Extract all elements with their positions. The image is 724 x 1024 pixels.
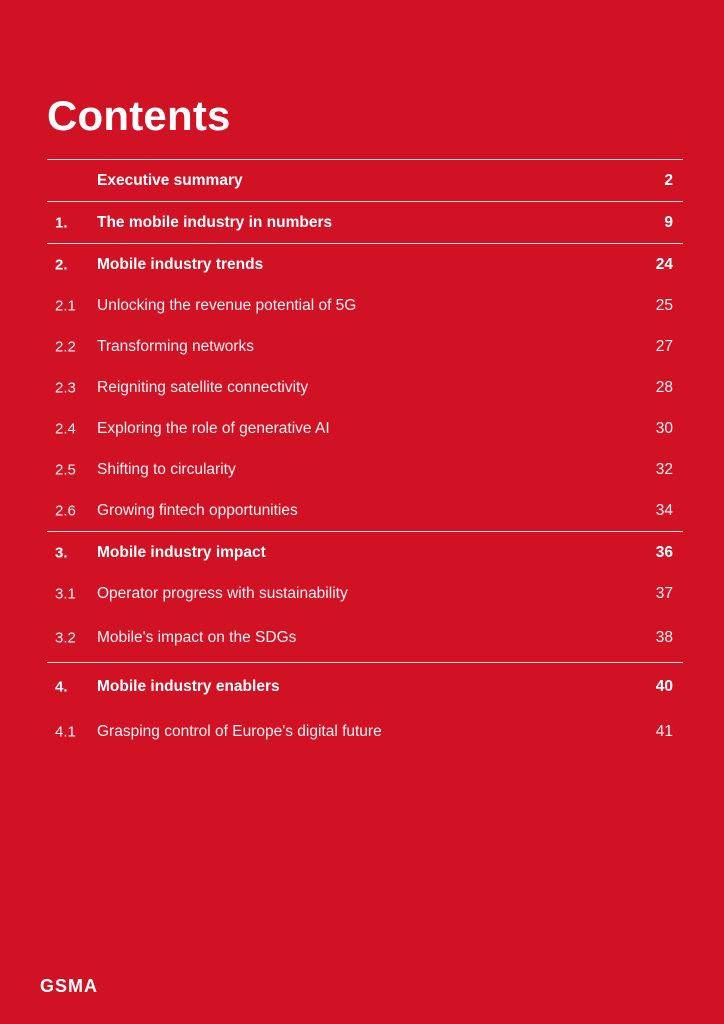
toc-entry-section-3[interactable] (47, 532, 683, 573)
toc-number: 4. (55, 678, 68, 696)
toc-number: 2.4 (55, 420, 76, 437)
toc-entry-executive-summary[interactable] (47, 160, 683, 201)
toc-label: Reigniting satellite connectivity (97, 378, 309, 396)
toc-entry-2-6[interactable] (47, 490, 683, 531)
toc-number: 2.1 (55, 297, 76, 314)
toc-entry-2-4[interactable] (47, 408, 683, 449)
page-title: Contents (47, 92, 231, 139)
toc-label: Shifting to circularity (97, 460, 236, 478)
toc-number: 1. (55, 214, 68, 231)
toc-page: 37 (655, 584, 673, 602)
toc-entry-4-1[interactable] (47, 711, 683, 752)
toc-page: 40 (655, 678, 673, 695)
toc-label: The mobile industry in numbers (97, 213, 333, 231)
toc-number: 3. (55, 544, 68, 561)
toc-entry-section-4[interactable] (47, 663, 683, 711)
toc-page: 32 (655, 460, 673, 478)
toc-label: Mobile industry impact (97, 543, 266, 561)
toc-page: 2 (664, 171, 673, 189)
toc-number: 3.1 (55, 585, 76, 602)
gsma-logo: GSMA (40, 976, 98, 996)
toc-page: 24 (655, 255, 673, 273)
toc-entry-2-1[interactable] (47, 285, 683, 326)
toc-label: Transforming networks (97, 337, 255, 355)
toc-entry-2-3[interactable] (47, 367, 683, 408)
toc-label: Mobile's impact on the SDGs (97, 629, 297, 646)
toc-number: 2.3 (55, 379, 76, 396)
toc-number: 2.5 (55, 461, 76, 478)
toc-page: 38 (655, 629, 673, 646)
toc-entry-3-1[interactable] (47, 573, 683, 614)
toc-number: 3.2 (55, 629, 76, 647)
toc-page: 27 (655, 337, 673, 355)
toc-label: Mobile industry trends (97, 255, 264, 273)
toc-entry-section-1[interactable] (47, 202, 683, 243)
toc-page: 41 (655, 722, 673, 740)
toc-label: Executive summary (97, 171, 243, 189)
toc-number: 2.6 (55, 502, 76, 519)
toc-label: Growing fintech opportunities (97, 501, 298, 519)
toc-entry-section-2[interactable] (47, 244, 683, 285)
toc-label: Mobile industry enablers (97, 678, 280, 695)
toc-label: Operator progress with sustainability (97, 584, 348, 602)
toc-entry-2-2[interactable] (47, 326, 683, 367)
toc-page: 28 (655, 378, 673, 396)
toc-label: Unlocking the revenue potential of 5G (97, 296, 357, 314)
toc-number: 4.1 (55, 723, 76, 740)
toc-page: 36 (655, 543, 673, 561)
toc-page: 25 (655, 296, 673, 314)
toc-entry-3-2[interactable] (47, 614, 683, 662)
toc-label: Grasping control of Europe's digital future (97, 722, 382, 740)
toc-label: Exploring the role of generative AI (97, 419, 330, 437)
toc-number: 2. (55, 256, 68, 273)
table-of-contents (47, 159, 683, 752)
toc-number: 2.2 (55, 338, 76, 355)
toc-entry-2-5[interactable] (47, 449, 683, 490)
toc-page: 9 (664, 213, 673, 231)
toc-page: 30 (655, 419, 673, 437)
toc-page: 34 (655, 501, 673, 519)
